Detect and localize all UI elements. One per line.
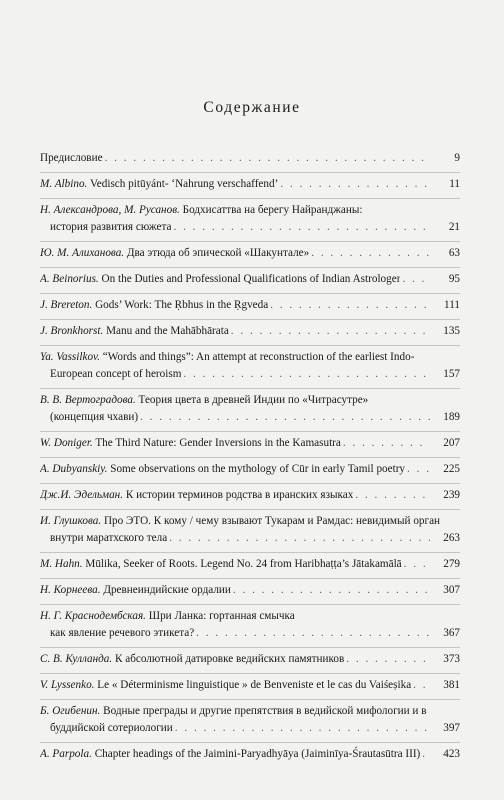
toc-author: Ю. М. Алиханова. (40, 247, 125, 259)
toc-title: Древнеиндийские ордалии (103, 584, 231, 596)
toc-page-number: 9 (454, 152, 460, 164)
toc-author: A. Parpola. (40, 748, 92, 760)
toc-author: J. Bronkhorst. (40, 325, 104, 337)
toc-author: В. В. Вертоградова. (40, 394, 136, 406)
toc-title: Про ЭТО. К кому / чему взывают Тукарам и Рамдас: невидимый орган (103, 515, 441, 527)
toc-entry[interactable] (40, 349, 460, 389)
toc-leader-dots (169, 530, 430, 547)
toc-author: Н. Корнеева. (40, 584, 101, 596)
toc-leader-dots (404, 556, 430, 573)
toc-title: European concept of heroism (50, 368, 182, 380)
toc-title: Some observations on the mythology of Cūr in early Tamil poetry (110, 463, 406, 475)
toc-title: Vedisch pitūyánt- ‘Nahrung verschaffend’ (89, 178, 279, 190)
toc-leader-dots (173, 219, 430, 236)
toc-author: Н. Александрова, М. Русанов. (40, 204, 180, 216)
toc-title: “Words and things”: An attempt at reconstruction of the earliest Indo- (102, 351, 415, 363)
toc-author: M. Albino. (40, 178, 88, 190)
toc-page-number: 95 (448, 273, 460, 285)
toc-leader-dots (175, 720, 430, 737)
toc-title: Le « Déterminisme linguistique » de Benveniste et le cas du Vaiśeṣika (97, 679, 412, 691)
toc-entry[interactable] (40, 556, 460, 579)
toc-title: история развития сюжета (50, 221, 172, 233)
toc-author: Б. Огибенин. (40, 705, 101, 717)
toc-entry[interactable] (40, 435, 460, 458)
toc-author: A. Beinorius. (40, 273, 99, 285)
toc-title: The Third Nature: Gender Inversions in the Kamasutra (95, 437, 341, 449)
toc-leader-dots (311, 245, 430, 262)
toc-author: W. Doniger. (40, 437, 93, 449)
toc-page-number: 307 (443, 584, 460, 596)
toc-leader-dots (270, 297, 430, 314)
toc-page-number: 157 (443, 368, 460, 380)
toc-title: К истории терминов родства в иранских языках (125, 489, 354, 501)
toc-entry[interactable] (40, 150, 460, 173)
toc-author: J. Brereton. (40, 299, 93, 311)
toc-page-number: 263 (443, 532, 460, 544)
toc-title: Chapter headings of the Jaimini-Paryadhyāya (Jaiminīya-Śrautasūtra III) (94, 748, 421, 760)
toc-leader-dots (140, 409, 430, 426)
toc-title: Бодхисаттва на берегу Найранджаны: (182, 204, 363, 216)
toc-title: Gods’ Work: The Ṛbhus in the Ṛgveda (95, 299, 269, 311)
toc-entry[interactable] (40, 245, 460, 268)
toc-leader-dots (402, 271, 430, 288)
toc-leader-dots (413, 677, 430, 694)
toc-entry[interactable] (40, 746, 460, 768)
toc-leader-dots (422, 746, 430, 763)
toc-author: И. Глушкова. (40, 515, 102, 527)
toc-title: Предисловие (40, 152, 103, 164)
toc-entry[interactable] (40, 677, 460, 700)
toc-leader-dots (183, 366, 430, 383)
toc-entry[interactable] (40, 392, 460, 432)
toc-page-number: 135 (443, 325, 460, 337)
toc-entry[interactable] (40, 487, 460, 510)
toc-leader-dots (346, 651, 430, 668)
toc-page-number: 21 (448, 221, 460, 233)
toc-title: Mūlika, Seeker of Roots. Legend No. 24 from Haribhaṭṭa’s Jātakamālā (85, 558, 402, 570)
toc-page-number: 239 (443, 489, 460, 501)
toc-leader-dots (105, 150, 430, 167)
toc-author: Дж.И. Эдельман. (40, 489, 124, 501)
toc-page-number: 423 (443, 748, 460, 760)
toc-title: Водные преграды и другие препятствия в ведийской мифологии и в (103, 705, 427, 717)
toc-entry[interactable] (40, 202, 460, 242)
toc-leader-dots (407, 461, 430, 478)
toc-page-number: 63 (448, 247, 460, 259)
toc-page-number: 279 (443, 558, 460, 570)
toc-entry[interactable] (40, 176, 460, 199)
toc-title: (концепция чхави) (50, 411, 139, 423)
table-of-contents (40, 150, 460, 771)
toc-page-number: 373 (443, 653, 460, 665)
toc-leader-dots (231, 323, 430, 340)
toc-title: On the Duties and Professional Qualifications of Indian Astrologer (101, 273, 401, 285)
toc-entry[interactable] (40, 271, 460, 294)
toc-page-number: 111 (444, 299, 460, 311)
toc-title: Manu and the Mahābhārata (106, 325, 229, 337)
toc-leader-dots (343, 435, 430, 452)
toc-entry[interactable] (40, 608, 460, 648)
toc-title: Два этюда об эпической «Шакунтале» (126, 247, 310, 259)
toc-page-number: 367 (443, 627, 460, 639)
toc-author: Н. Г. Краснодембская. (40, 610, 146, 622)
toc-entry[interactable] (40, 513, 460, 553)
toc-author: Ya. Vassilkov. (40, 351, 100, 363)
toc-page-number: 11 (449, 178, 460, 190)
toc-page-number: 207 (443, 437, 460, 449)
toc-entry[interactable] (40, 651, 460, 674)
toc-leader-dots (233, 582, 430, 599)
toc-entry[interactable] (40, 582, 460, 605)
toc-page-number: 397 (443, 722, 460, 734)
toc-entry[interactable] (40, 323, 460, 346)
toc-title: К абсолютной датировке ведийских памятников (114, 653, 345, 665)
toc-title: Теория цвета в древней Индии по «Читрасутре» (138, 394, 369, 406)
toc-author: M. Hahn. (40, 558, 83, 570)
toc-title: как явление речевого этикета? (50, 627, 195, 639)
toc-leader-dots (196, 625, 430, 642)
toc-author: A. Dubyanskiy. (40, 463, 108, 475)
toc-title: буддийской сотериологии (50, 722, 173, 734)
toc-author: С. В. Кулланда. (40, 653, 113, 665)
toc-title: внутри маратхского тела (50, 532, 168, 544)
toc-entry[interactable] (40, 703, 460, 743)
toc-entry[interactable] (40, 297, 460, 320)
toc-author: V. Lyssenko. (40, 679, 95, 691)
toc-page-number: 189 (443, 411, 460, 423)
toc-leader-dots (280, 176, 430, 193)
page-title: Содержание (203, 99, 301, 116)
toc-page-number: 381 (443, 679, 460, 691)
toc-page-number: 225 (443, 463, 460, 475)
toc-entry[interactable] (40, 461, 460, 484)
toc-leader-dots (355, 487, 430, 504)
toc-title: Шри Ланка: гортанная смычка (148, 610, 295, 622)
